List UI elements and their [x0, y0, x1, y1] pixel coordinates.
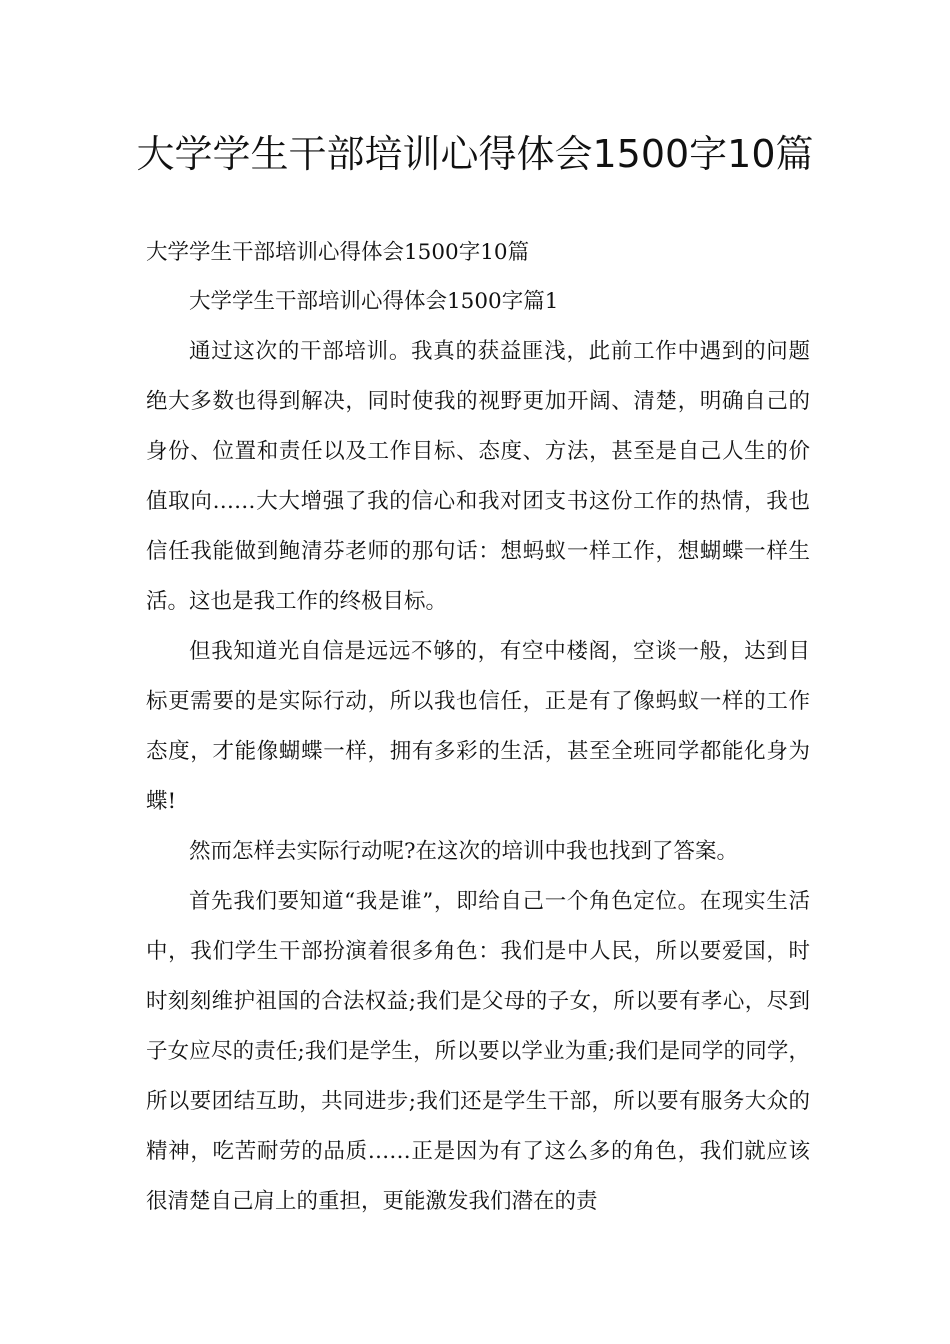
paragraph: 然而怎样去实际行动呢?在这次的培训中我也找到了答案。 [189, 839, 739, 864]
document-subtitle: 大学学生干部培训心得体会1500字10篇 [146, 240, 530, 265]
article-body [146, 277, 810, 1227]
section-heading: 大学学生干部培训心得体会1500字篇1 [189, 289, 559, 314]
paragraph: 通过这次的干部培训。我真的获益匪浅，此前工作中遇到的问题绝大多数也得到解决，同时使我的视野更加开阔、清楚，明确自己的身份、位置和责任以及工作目标、态度、方法，甚至是自己人生的价值取向……大大增强了我的信心和我对团支书这份工作的热情，我也信任我能做到鲍清芬老师的那句话：想蚂蚁一样工作，想蝴蝶一样生活。这也是我工作的终极目标。 [146, 339, 810, 614]
paragraph: 但我知道光自信是远远不够的，有空中楼阁，空谈一般，达到目标更需要的是实际行动，所以我也信任，正是有了像蚂蚁一样的工作态度，才能像蝴蝶一样，拥有多彩的生活，甚至全班同学都能化身为蝶! [146, 639, 810, 814]
paragraph: 首先我们要知道“我是谁”，即给自己一个角色定位。在现实生活中，我们学生干部扮演着很多角色：我们是中人民，所以要爱国，时时刻刻维护祖国的合法权益;我们是父母的子女，所以要有孝心，尽到子女应尽的责任;我们是学生，所以要以学业为重;我们是同学的同学，所以要团结互助，共同进步;我们还是学生干部，所以要有服务大众的精神，吃苦耐劳的品质……正是因为有了这么多的角色，我们就应该很清楚自己肩上的重担，更能激发我们潜在的责 [146, 889, 810, 1214]
document-title: 大学学生干部培训心得体会1500字10篇 [136, 132, 814, 176]
